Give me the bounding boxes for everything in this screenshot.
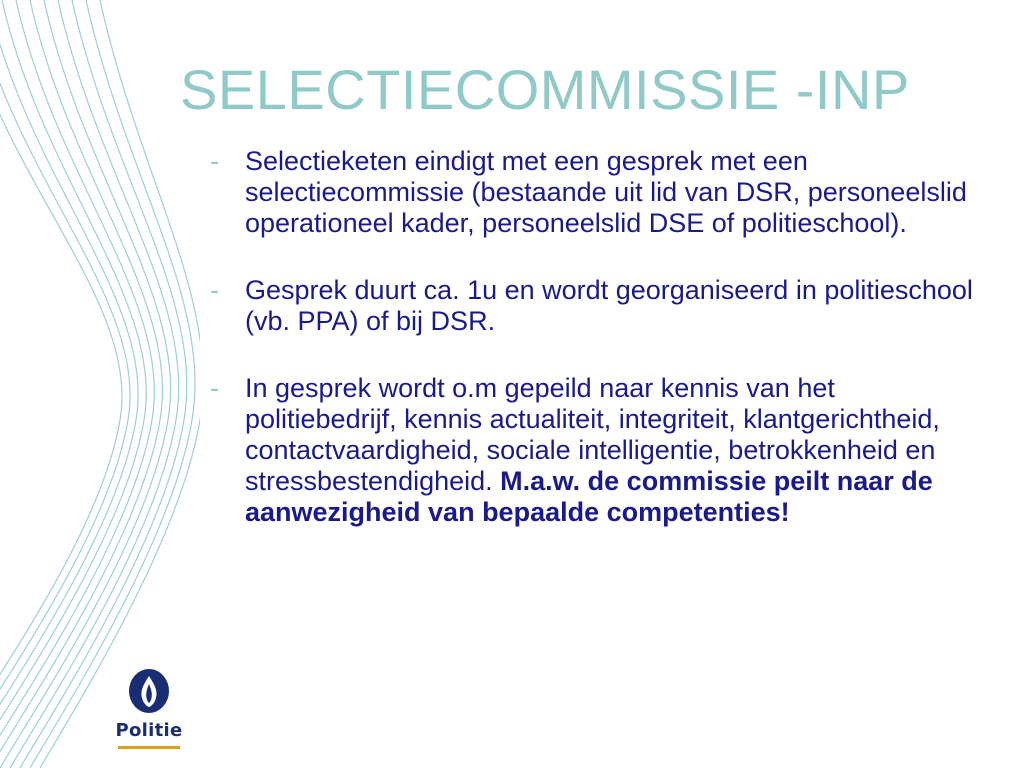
decor-curve: [10, 0, 179, 768]
slide-title: SELECTIECOMMISSIE -INP: [180, 58, 910, 121]
decor-curve: [0, 0, 146, 768]
decor-curve: [0, 0, 122, 768]
bullet-list: [205, 146, 985, 564]
politie-flame-icon: [126, 668, 172, 714]
bullet-marker: -: [210, 146, 219, 176]
bullet-text: Selectieketen eindigt met een gesprek met een selectiecommissie (bestaande uit lid van DSR, personeelslid operationeel kader, personeelslid DSE of politieschool).: [245, 146, 967, 238]
decor-curve: [0, 0, 171, 768]
politie-logo: [114, 668, 184, 750]
decor-curve: [0, 0, 130, 768]
logo-underline: [118, 746, 180, 749]
bullet-item: [205, 146, 985, 239]
bullet-marker: -: [210, 373, 219, 403]
bullet-text: In gesprek wordt o.m gepeild naar kennis van het politiebedrijf, kennis actualiteit, integriteit, klantgerichtheid, contactvaardigheid, sociale intelligentie, betrokkenheid en stressbestendigheid.: [245, 373, 940, 496]
bullet-item: [205, 275, 985, 337]
bullet-emphasis: M.a.w. de commissie peilt naar de aanwezigheid van bepaalde competenties!: [245, 466, 933, 527]
bullet-marker: -: [210, 275, 219, 305]
bullet-item: [205, 373, 985, 528]
logo-text: Politie: [115, 720, 183, 741]
decor-curve: [40, 0, 200, 768]
bullet-text: Gesprek duurt ca. 1u en wordt georganiseerd in politieschool (vb. PPA) of bij DSR.: [245, 275, 973, 336]
curved-lines-decoration: [0, 0, 200, 768]
